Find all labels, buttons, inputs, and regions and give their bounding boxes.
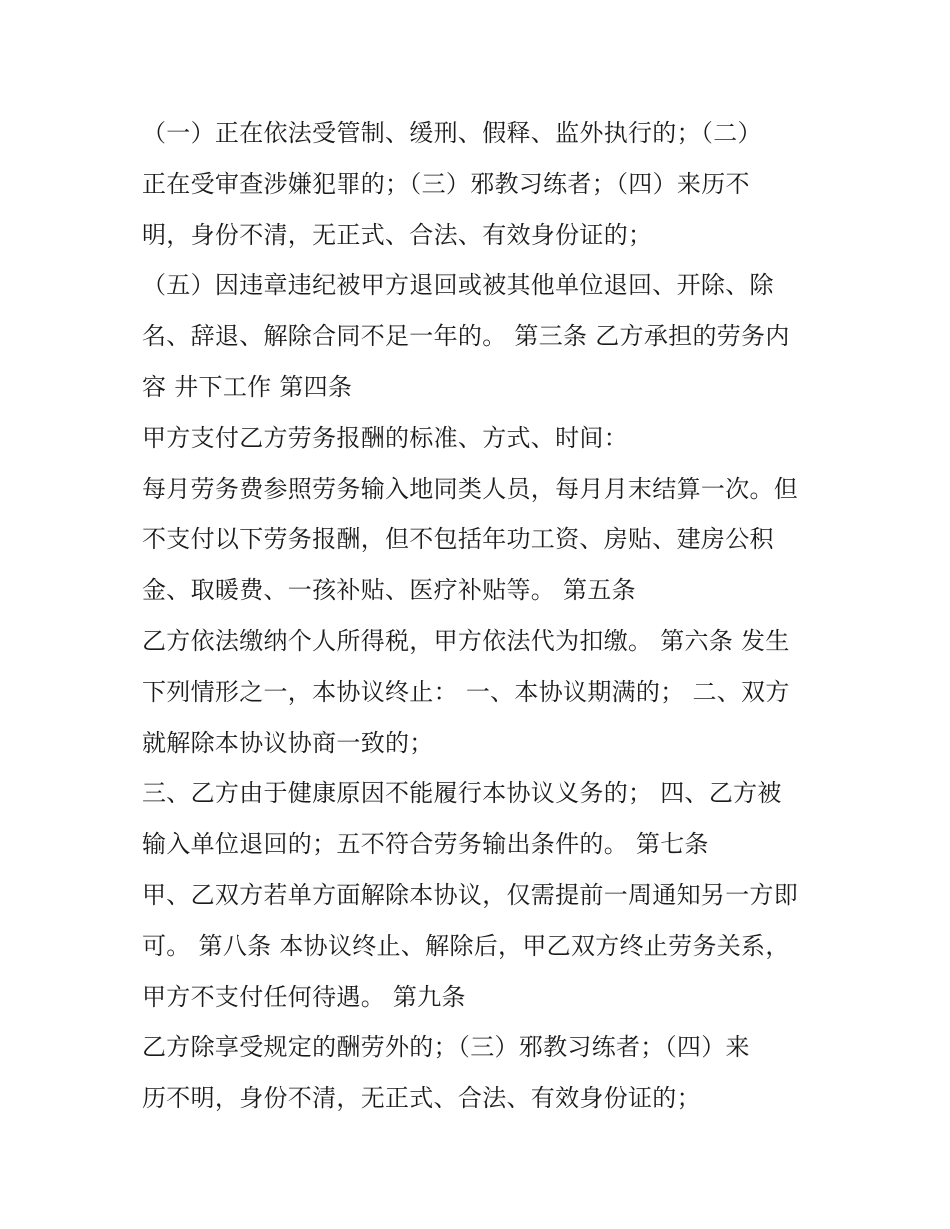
text-line: 三、乙方由于健康原因不能履行本协议义务的； 四、乙方被	[142, 779, 782, 808]
text-line: （一）正在依法受管制、缓刑、假释、监外执行的；（二）	[142, 119, 762, 147]
text-line: 每月劳务费参照劳务输入地同类人员，每月月末结算一次。但	[142, 474, 799, 503]
text-line: 可。 第八条 本协议终止、解除后，甲乙双方终止劳务关系，	[142, 931, 790, 960]
text-line: 历不明，身份不清，无正式、合法、有效身份证的；	[142, 1084, 701, 1113]
text-line: 甲、乙双方若单方面解除本协议，仅需提前一周通知另一方即	[142, 880, 799, 909]
text-line: 甲方不支付任何待遇。 第九条	[142, 982, 466, 1011]
text-line: 甲方支付乙方劳务报酬的标准、方式、时间：	[142, 423, 628, 452]
text-line: 金、取暖费、一孩补贴、医疗补贴等。 第五条	[142, 576, 636, 605]
text-line: 名、辞退、解除合同不足一年的。 第三条 乙方承担的劳务内	[142, 322, 790, 351]
text-line: 乙方依法缴纳个人所得税，甲方依法代为扣缴。 第六条 发生	[142, 626, 790, 655]
text-line: 输入单位退回的；五不符合劳务输出条件的。 第七条	[142, 830, 709, 859]
text-line: 乙方除享受规定的酬劳外的；（三）邪教习练者；（四）来	[142, 1033, 750, 1062]
text-line: 下列情形之一，本协议终止： 一、本协议期满的； 二、双方	[142, 677, 790, 706]
text-line: （五）因违章违纪被甲方退回或被其他单位退回、开除、除	[142, 271, 774, 300]
text-line: 正在受审查涉嫌犯罪的；（三）邪教习练者；（四）来历不	[142, 169, 750, 198]
text-line: 就解除本协议协商一致的；	[142, 728, 434, 757]
text-line: 不支付以下劳务报酬，但不包括年功工资、房贴、建房公积	[142, 525, 774, 554]
document-body	[142, 108, 822, 1124]
text-line: 容 井下工作 第四条	[142, 372, 353, 401]
text-line: 明，身份不清，无正式、合法、有效身份证的；	[142, 220, 653, 249]
